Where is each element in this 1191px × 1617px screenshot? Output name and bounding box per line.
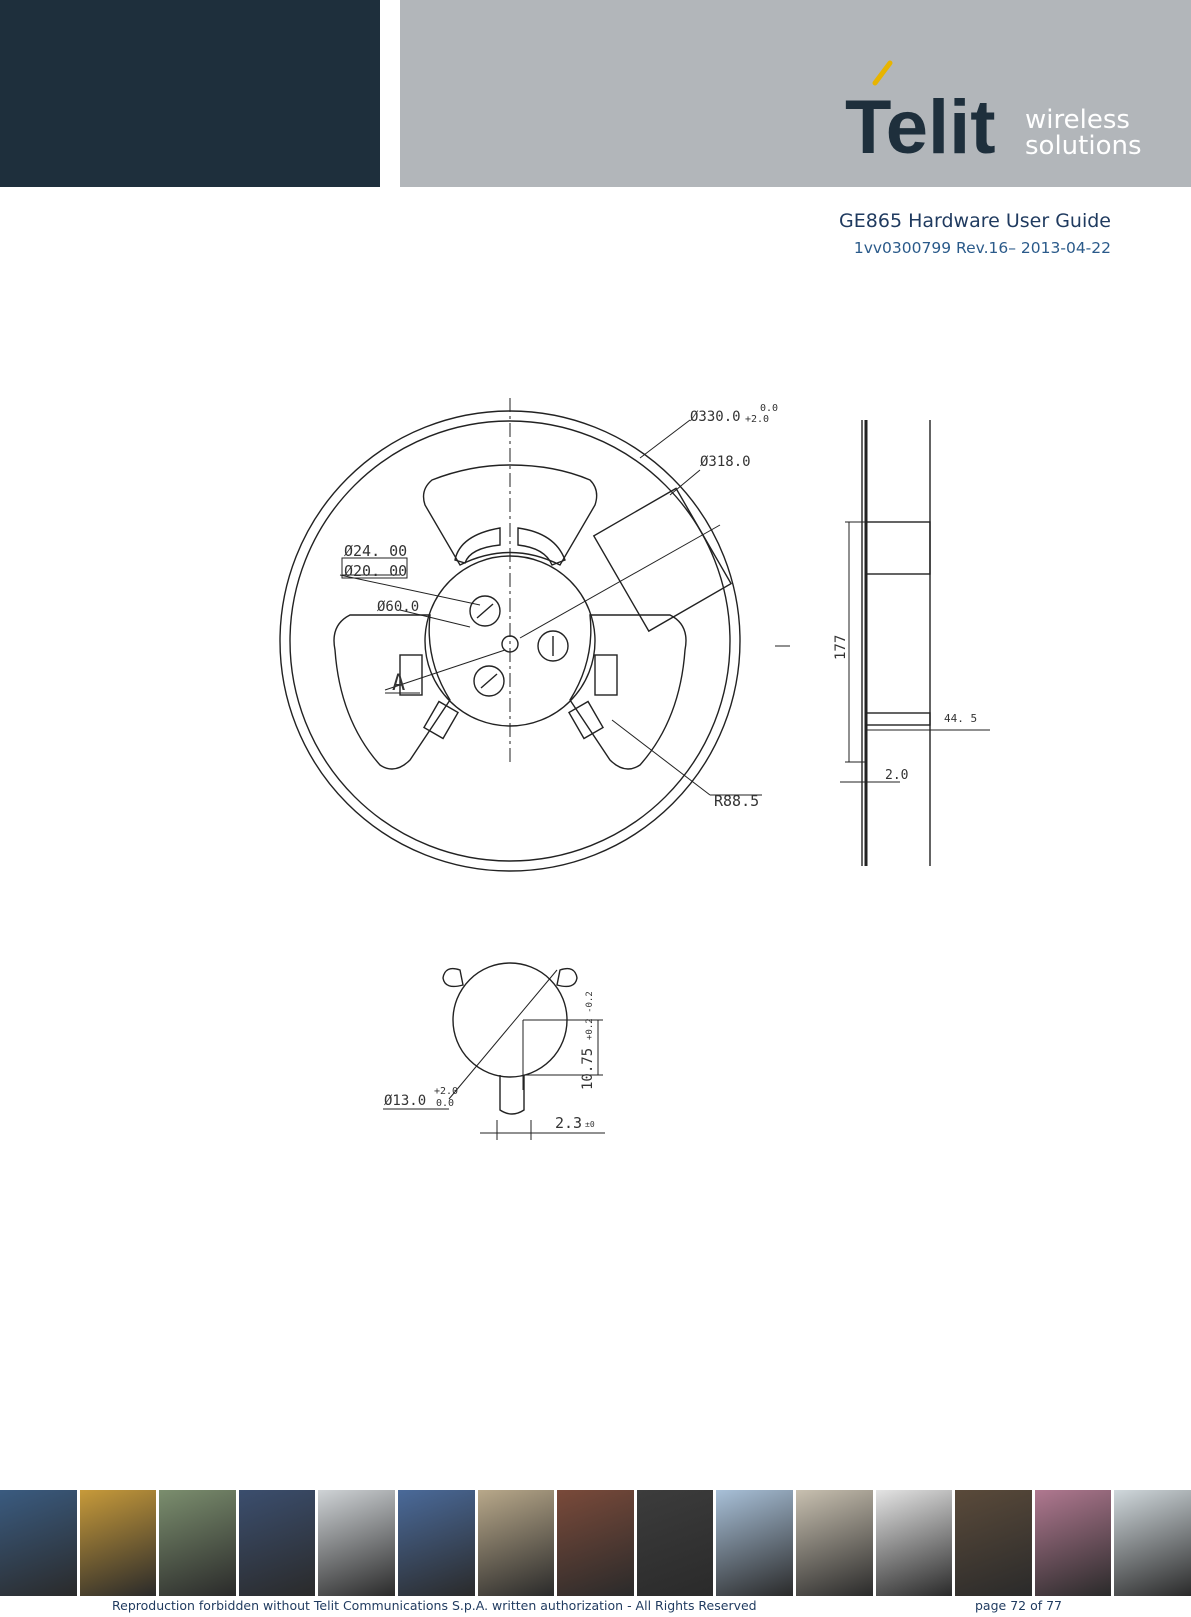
dim-177: 177: [833, 634, 849, 660]
footer-photo-8: [557, 1490, 634, 1596]
footer-photo-14: [1035, 1490, 1112, 1596]
dim-330-tol-minus: +2.0: [745, 414, 770, 425]
footer-photo-13: [955, 1490, 1032, 1596]
footer-notice: Reproduction forbidden without Telit Communications S.p.A. written authorization - All Rights Reserved: [112, 1598, 757, 1613]
footer-photo-strip: [0, 1490, 1191, 1596]
footer-photo-15: [1114, 1490, 1191, 1596]
logo-tagline-2: solutions: [1025, 131, 1142, 158]
footer-photo-3: [159, 1490, 236, 1596]
dim-44: 44. 5: [944, 712, 978, 725]
dim-2: 2.0: [885, 768, 909, 783]
logo-tagline-1: wireless: [1025, 105, 1130, 135]
footer-photo-1: [0, 1490, 77, 1596]
footer-photo-9: [637, 1490, 714, 1596]
footer-photo-4: [239, 1490, 316, 1596]
dim-60: Ø60.0: [377, 599, 420, 615]
dim-13-tol-plus: +2.0: [434, 1086, 459, 1097]
footer-photo-12: [876, 1490, 953, 1596]
dim-r88: R88.5: [714, 792, 760, 810]
dim-10-75: 10.75: [580, 1047, 596, 1090]
dim-13-tol-minus: 0.0: [436, 1098, 455, 1109]
footer-photo-2: [80, 1490, 157, 1596]
document-revision: 1vv0300799 Rev.16– 2013-04-22: [853, 239, 1111, 257]
document-title: GE865 Hardware User Guide: [839, 210, 1111, 232]
dim-20: Ø20. 00: [344, 562, 408, 580]
dim-2-3: 2.3: [555, 1114, 583, 1132]
dim-330: Ø330.0: [690, 409, 741, 425]
dim-24: Ø24. 00: [344, 542, 408, 560]
dim-330-tol-plus: 0.0: [760, 403, 779, 414]
logo-text: Telit: [845, 85, 996, 158]
footer-photo-5: [318, 1490, 395, 1596]
footer-photo-7: [478, 1490, 555, 1596]
footer-photo-6: [398, 1490, 475, 1596]
footer-photo-10: [716, 1490, 793, 1596]
footer: [112, 1598, 1062, 1613]
page-number: page 72 of 77: [975, 1598, 1062, 1613]
dim-2-3-tol: ±0: [585, 1120, 595, 1129]
dim-10-75-tol: +0.2 -0.2: [585, 991, 595, 1040]
footer-photo-11: [796, 1490, 873, 1596]
dim-318: Ø318.0: [700, 454, 751, 470]
dim-13: Ø13.0: [384, 1093, 427, 1109]
label-a: A: [392, 671, 406, 696]
